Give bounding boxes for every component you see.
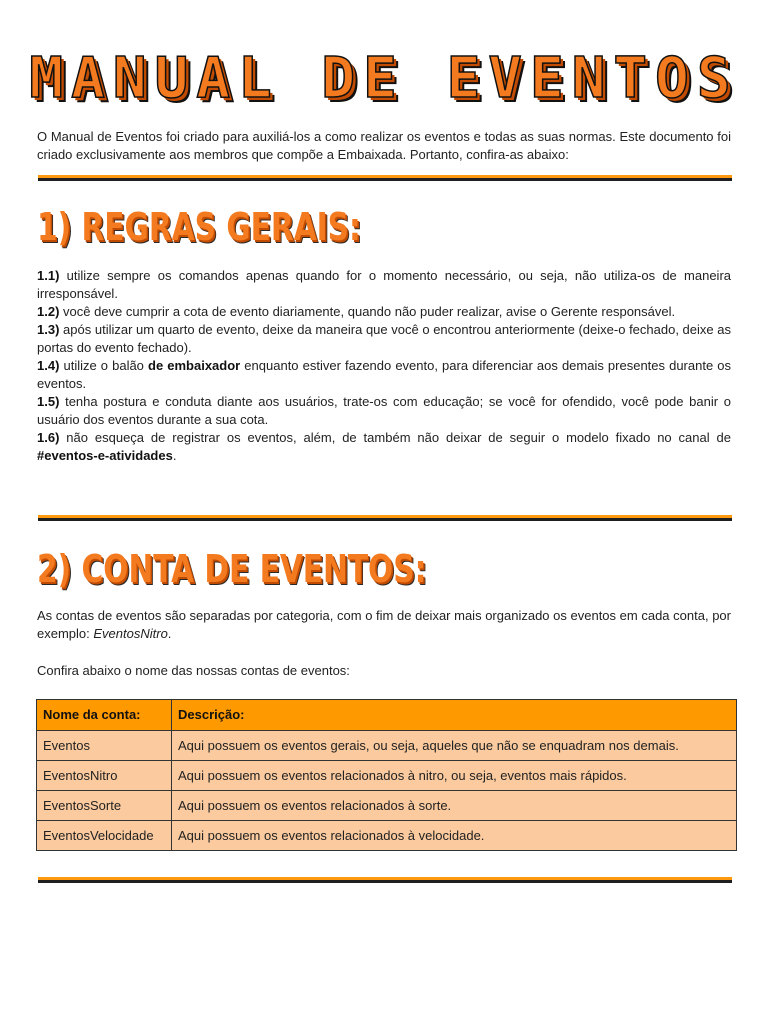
rule-text: enquanto estiver fazendo evento, para diferenciar aos demais presentes durante os eventos. xyxy=(37,358,731,391)
account-description: Aqui possuem os eventos gerais, ou seja, aqueles que não se enquadram nos demais. xyxy=(172,731,737,761)
divider-3 xyxy=(38,877,732,884)
channel-name: #eventos-e-atividades xyxy=(37,448,173,463)
rule-item xyxy=(37,303,731,321)
column-header-description: Descrição: xyxy=(172,700,737,731)
rule-item xyxy=(37,393,731,429)
table-header-row xyxy=(37,700,737,731)
rule-text: . xyxy=(172,448,177,463)
rule-text: utilize o balão xyxy=(59,358,148,373)
table-row xyxy=(37,761,737,791)
document-title: MANUAL DE EVENTOS xyxy=(29,46,739,111)
rules-list xyxy=(37,267,731,465)
table-row xyxy=(37,791,737,821)
rule-item xyxy=(37,267,731,303)
table-intro: Confira abaixo o nome das nossas contas de eventos: xyxy=(37,663,350,678)
rule-item xyxy=(37,357,731,393)
rule-number: 1.6) xyxy=(37,430,60,445)
rule-text: após utilizar um quarto de evento, deixe da maneira que você o encontrou anteriormente (deixe-o fechado, deixe as portas do evento fechado). xyxy=(37,322,731,355)
rule-bold-text: de embaixador xyxy=(148,358,241,373)
accounts-paragraph xyxy=(37,607,731,643)
account-name: EventosNitro xyxy=(37,761,172,791)
account-name: EventosSorte xyxy=(37,791,172,821)
accounts-text-end: . xyxy=(167,626,172,641)
account-name: EventosVelocidade xyxy=(37,821,172,851)
rule-number: 1.1) xyxy=(37,268,60,283)
rule-item xyxy=(37,321,731,357)
account-description: Aqui possuem os eventos relacionados à velocidade. xyxy=(172,821,737,851)
accounts-table xyxy=(36,699,737,851)
section-2-title: 2) CONTA DE EVENTOS: xyxy=(37,547,427,591)
table-row xyxy=(37,821,737,851)
column-header-name: Nome da conta: xyxy=(37,700,172,731)
rule-text: você deve cumprir a cota de evento diariamente, quando não puder realizar, avise o Gerente responsável. xyxy=(59,304,676,319)
rule-text: utilize sempre os comandos apenas quando for o momento necessário, ou seja, não utiliza-os de maneira irresponsável. xyxy=(37,268,731,301)
example-account: EventosNitro xyxy=(93,626,168,641)
rule-number: 1.5) xyxy=(37,394,60,409)
account-name: Eventos xyxy=(37,731,172,761)
divider-1 xyxy=(38,175,732,182)
divider-2 xyxy=(38,515,732,522)
account-description: Aqui possuem os eventos relacionados à sorte. xyxy=(172,791,737,821)
rule-text: não esqueça de registrar os eventos, além, de também não deixar de seguir o modelo fixado no canal de xyxy=(59,430,731,445)
section-1-title: 1) REGRAS GERAIS: xyxy=(37,205,361,249)
rule-number: 1.3) xyxy=(37,322,60,337)
intro-paragraph: O Manual de Eventos foi criado para auxiliá-los a como realizar os eventos e todas as suas normas. Este documento foi criado exclusivamente aos membros que compõe a Embaixada. Portanto, confira-as abaixo: xyxy=(37,129,731,162)
rule-number: 1.2) xyxy=(37,304,60,319)
rule-item xyxy=(37,429,731,465)
accounts-text: As contas de eventos são separadas por categoria, com o fim de deixar mais organizado os eventos em cada conta, por exemplo: xyxy=(37,608,731,641)
rule-text: tenha postura e conduta diante aos usuários, trate-os com educação; se você for ofendido, você pode banir o usuário dos eventos durante a sua cota. xyxy=(37,394,731,427)
table-row xyxy=(37,731,737,761)
account-description: Aqui possuem os eventos relacionados à nitro, ou seja, eventos mais rápidos. xyxy=(172,761,737,791)
rule-number: 1.4) xyxy=(37,358,60,373)
